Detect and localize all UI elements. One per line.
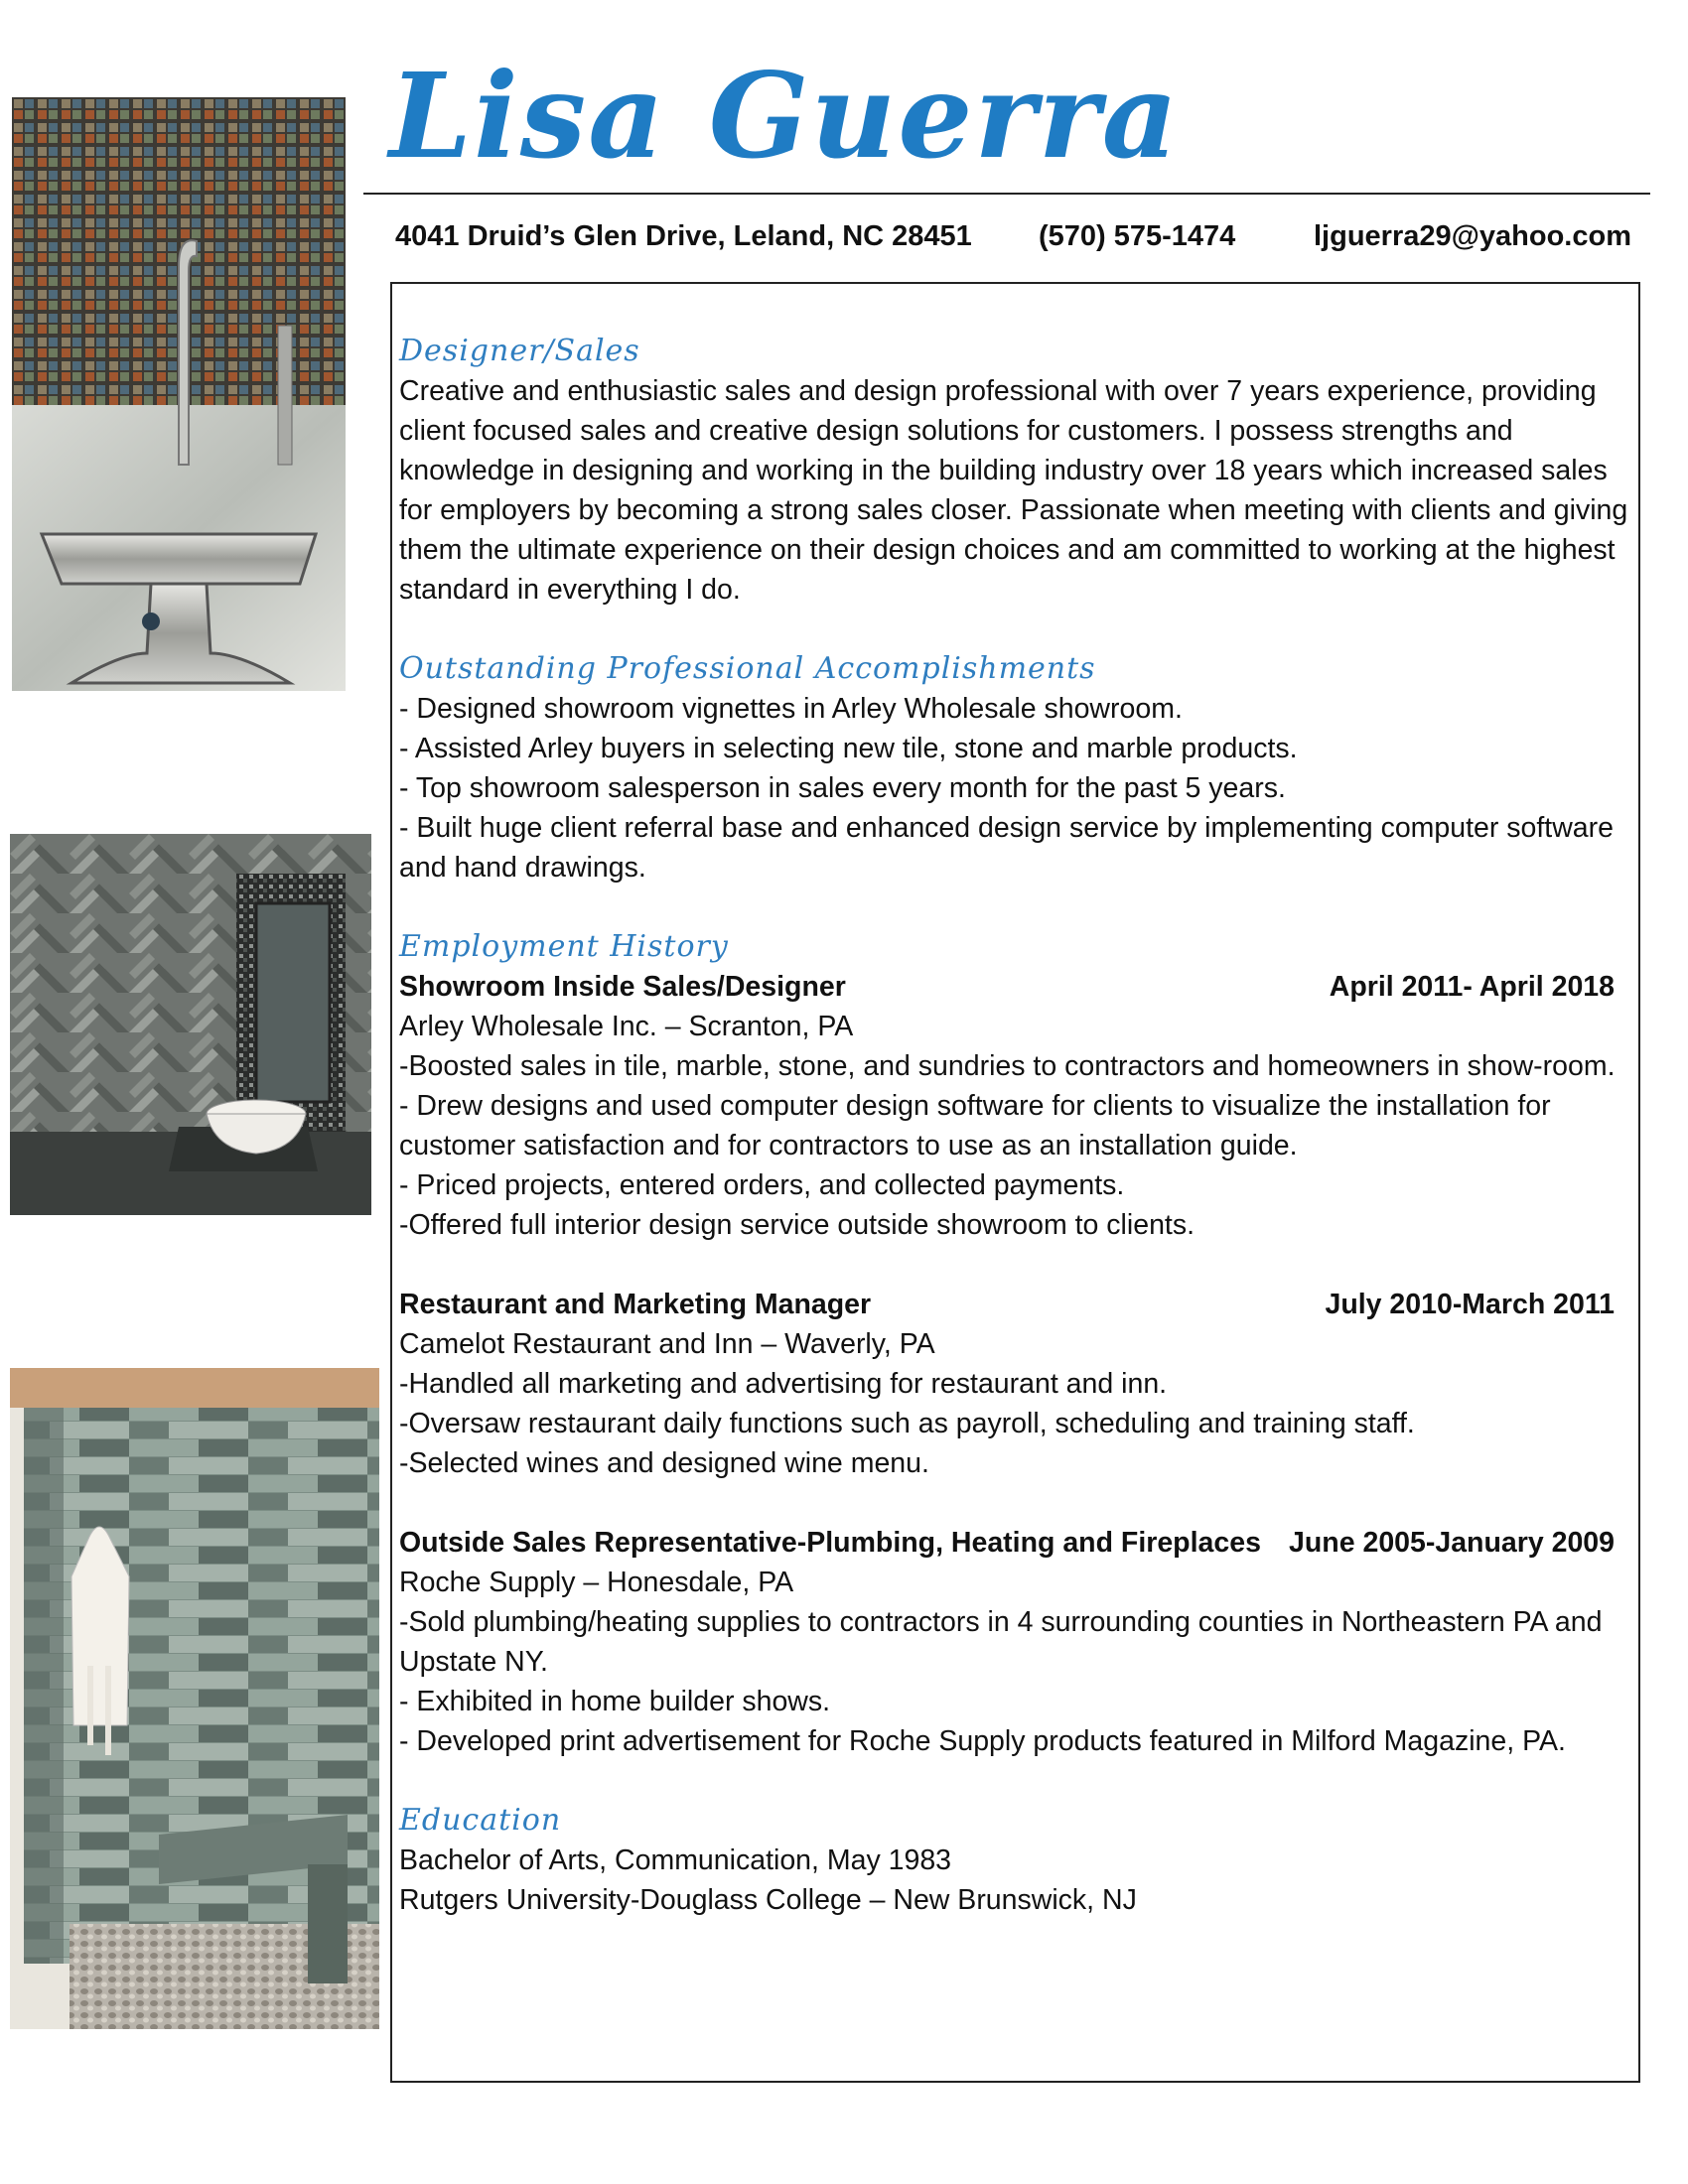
job-duty: - Exhibited in home builder shows. [399,1686,831,1717]
contact-phone: (570) 575-1474 [1039,220,1236,252]
section-heading-employment: Employment History [399,929,729,964]
job-entry [399,1285,1634,1483]
section-heading-education: Education [399,1803,562,1838]
job-employer: Arley Wholesale Inc. – Scranton, PA [399,1011,854,1042]
photo-wood-tile-shower [10,1368,379,2029]
contact-email[interactable]: ljguerra29@yahoo.com [1314,220,1631,252]
accomplishment-item: - Designed showroom vignettes in Arley Wholesale showroom. [399,693,1183,725]
job-duty: - Priced projects, entered orders, and collected payments. [399,1169,1125,1201]
job-entry [399,1523,1634,1761]
job-duty: -Selected wines and designed wine menu. [399,1447,929,1479]
job-duty: -Handled all marketing and advertising for restaurant and inn. [399,1368,1168,1400]
education-degree: Bachelor of Arts, Communication, May 1983 [399,1844,952,1876]
job-title: Showroom Inside Sales/Designer [399,971,846,1003]
job-employer: Roche Supply – Honesdale, PA [399,1567,794,1598]
resume-name: Lisa Guerra [389,47,1181,185]
job-employer: Camelot Restaurant and Inn – Waverly, PA [399,1328,935,1360]
job-title: Restaurant and Marketing Manager [399,1289,872,1320]
job-duty: - Developed print advertisement for Roche Supply products featured in Milford Magazine, PA. [399,1725,1566,1757]
accomplishment-item: - Built huge client referral base and enhanced design service by implementing computer software and hand drawings. [399,812,1614,884]
job-duty: -Sold plumbing/heating supplies to contractors in 4 surrounding counties in Northeastern PA and Upstate NY. [399,1606,1603,1678]
job-duty: -Offered full interior design service outside showroom to clients. [399,1209,1196,1241]
job-dates: July 2010-March 2011 [1325,1289,1615,1320]
job-dates: April 2011- April 2018 [1329,971,1615,1003]
contact-address: 4041 Druid’s Glen Drive, Leland, NC 28451 [395,220,972,252]
section-heading-accomplishments: Outstanding Professional Accomplishments [399,651,1096,686]
job-duty: - Drew designs and used computer design software for clients to visualize the installation for customer satisfaction and for contractors to use as an installation guide. [399,1090,1551,1161]
section-heading-summary: Designer/Sales [399,334,640,368]
job-title: Outside Sales Representative-Plumbing, Heating and Fireplaces [399,1527,1261,1559]
accomplishment-item: - Assisted Arley buyers in selecting new tile, stone and marble products. [399,733,1298,764]
header-divider [363,193,1650,195]
photo-tiled-sink [12,97,346,691]
job-duty: -Boosted sales in tile, marble, stone, and sundries to contractors and homeowners in show-room. [399,1050,1616,1082]
job-dates: June 2005-January 2009 [1289,1527,1615,1559]
summary-text: Creative and enthusiastic sales and design professional with over 7 years experience, providing client focused sales and creative design solutions for customers. I possess strengths and knowledge in designing and working in the building industry over 18 years which increased sales for employers by becoming a strong sales closer. Passionate when meeting with clients and giving them the ultimate experience on their design choices and am committed to working at the highest standard in everything I do. [399,375,1628,606]
job-entry [399,967,1634,1245]
resume-body [399,332,1634,1920]
photo-herringbone-vanity [10,834,371,1215]
education-school: Rutgers University-Douglass College – New Brunswick, NJ [399,1884,1137,1916]
job-duty: -Oversaw restaurant daily functions such as payroll, scheduling and training staff. [399,1408,1415,1439]
accomplishment-item: - Top showroom salesperson in sales every month for the past 5 years. [399,772,1286,804]
